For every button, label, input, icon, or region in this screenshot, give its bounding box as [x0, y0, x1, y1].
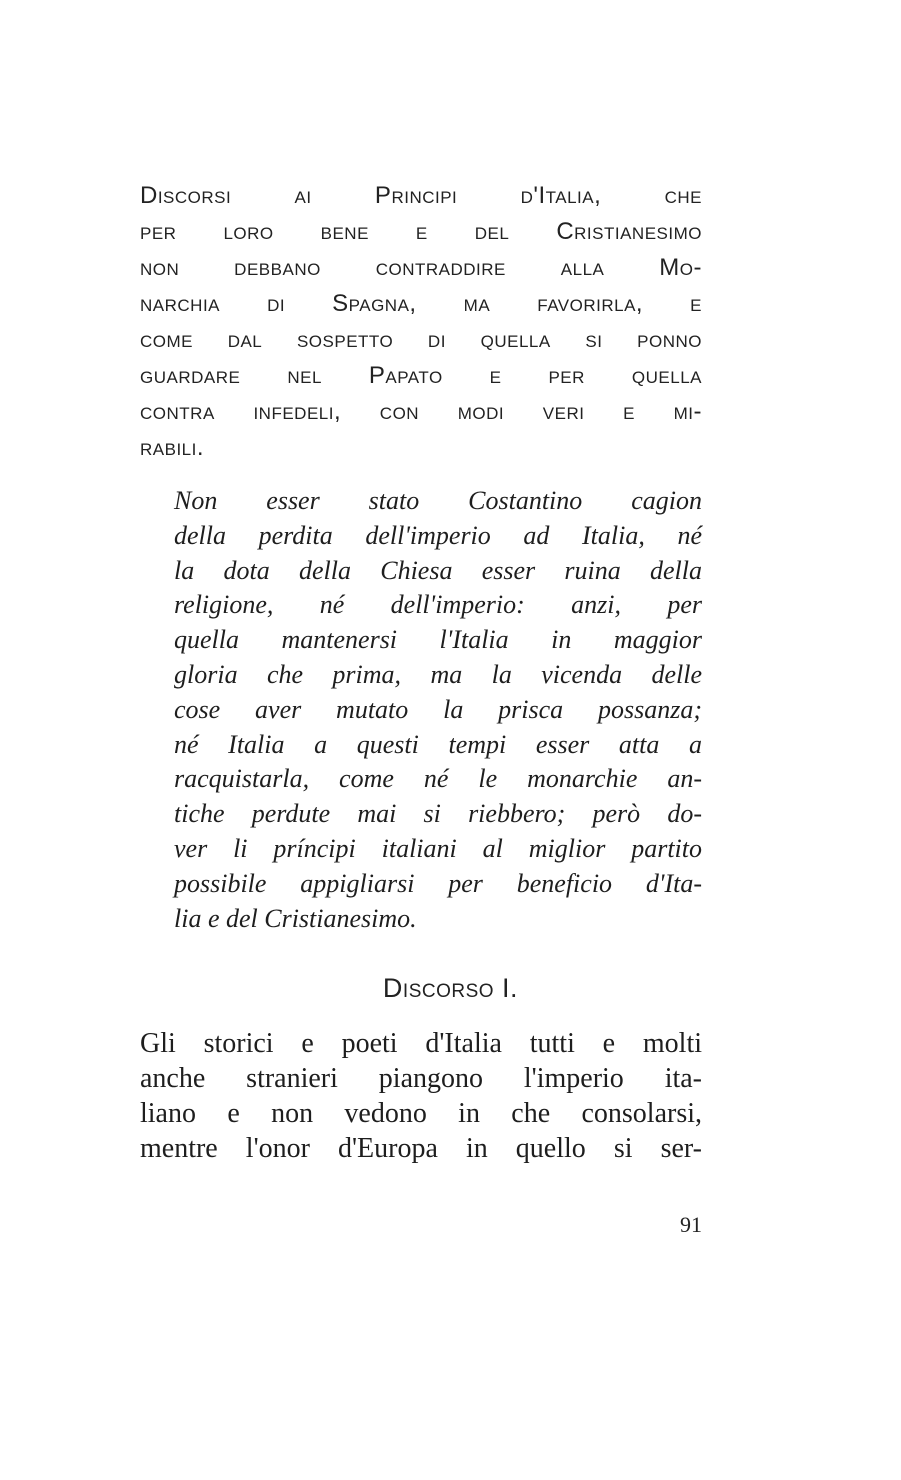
chapter-title — [140, 178, 702, 466]
body-line: anche stranieri piangono l'imperio ita- — [140, 1063, 702, 1094]
title-line: guardare nel Papato e per quella — [140, 362, 702, 389]
title-line: Discorsi ai Principi d'Italia, che — [140, 182, 702, 209]
summary-line: possibile appigliarsi per beneficio d'Ita- — [174, 868, 702, 898]
summary-line: Non esser stato Costantino cagion — [174, 486, 702, 515]
body-text — [140, 1026, 702, 1166]
summary-line: della perdita dell'imperio ad Italia, né — [174, 520, 702, 550]
summary-line: tiche perdute mai si riebbero; però do- — [174, 799, 702, 829]
body-line: mentre l'onor d'Europa in quello si ser- — [140, 1133, 702, 1164]
page-number: 91 — [680, 1212, 702, 1237]
summary-line: quella mantenersi l'Italia in maggior — [174, 625, 702, 655]
title-line: come dal sospetto di quella si ponno — [140, 326, 702, 353]
summary-line: lia e del Cristianesimo. — [174, 903, 417, 933]
body-line: liano e non vedono in che consolarsi, — [140, 1098, 702, 1129]
summary-line: racquistarla, come né le monarchie an- — [174, 764, 702, 794]
summary-line: gloria che prima, ma la vicenda delle — [174, 659, 702, 689]
summary-line: la dota della Chiesa esser ruina della — [174, 555, 702, 585]
body-line: Gli storici e poeti d'Italia tutti e molti — [140, 1028, 702, 1059]
section-heading: Discorso I. — [382, 973, 519, 1003]
title-line: per loro bene e del Cristianesimo — [140, 218, 702, 245]
summary-line: cose aver mutato la prisca possanza; — [174, 694, 702, 724]
title-line: non debbano contraddire alla Mo- — [140, 254, 702, 281]
summary-line: ver li príncipi italiani al miglior partito — [174, 833, 702, 863]
title-line: rabili. — [140, 434, 205, 461]
chapter-summary — [174, 484, 702, 936]
summary-line: religione, né dell'imperio: anzi, per — [174, 590, 702, 620]
title-line: narchia di Spagna, ma favorirla, e — [140, 290, 702, 317]
title-line: contra infedeli, con modi veri e mi- — [140, 398, 702, 425]
summary-line: né Italia a questi tempi esser atta a — [174, 729, 702, 759]
